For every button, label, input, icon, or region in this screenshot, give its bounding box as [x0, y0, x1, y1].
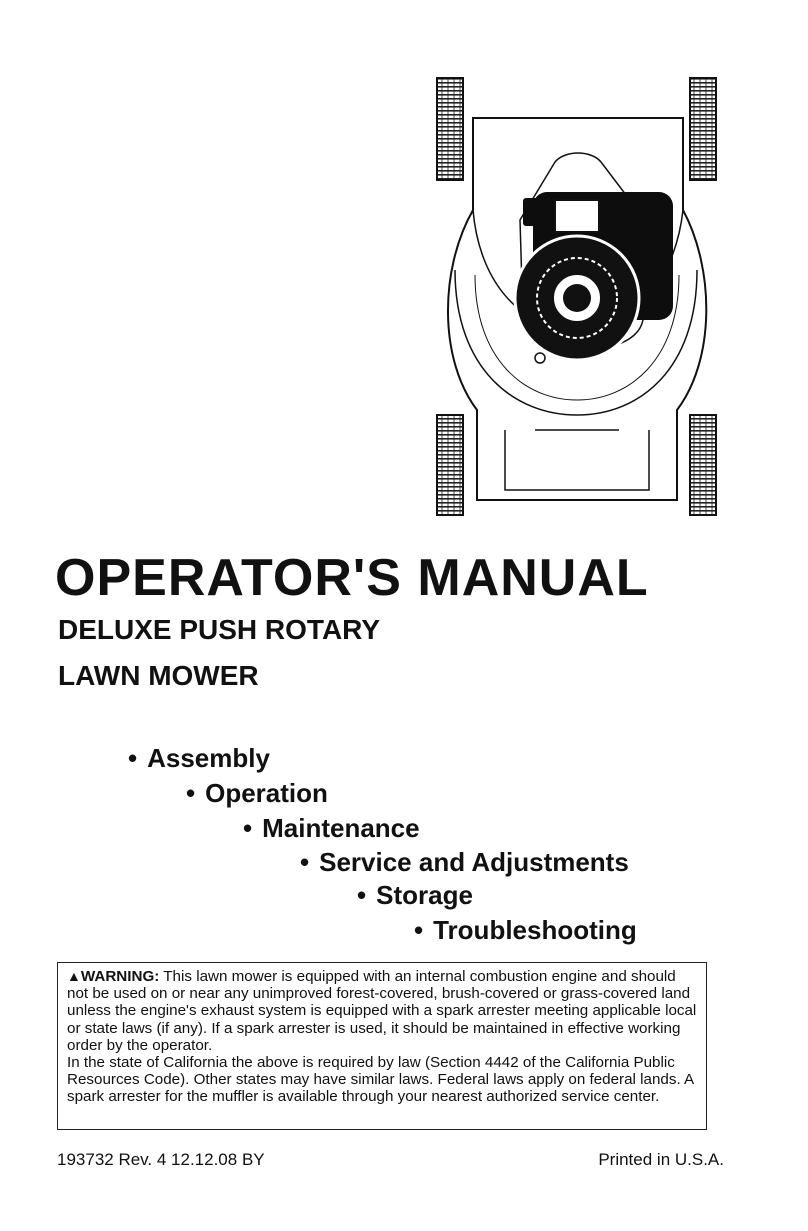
topic-label: Assembly — [147, 743, 270, 773]
warning-text-1: This lawn mower is equipped with an internal combustion engine and should not be used on or near any unimproved forest-covered, brush-covered or grass-covered land unless the engine's exhaust system is equipped with a spark arrester meeting applicable local or state laws (if any). If a spark arrester is used, it should be maintained in effective working order by the operator. — [67, 968, 697, 1054]
bullet-icon: • — [300, 847, 310, 877]
product-subtitle-line1: DELUXE PUSH ROTARY — [58, 614, 381, 645]
bullet-icon: • — [414, 915, 424, 945]
rear-left-wheel — [437, 415, 463, 515]
bullet-icon: • — [357, 880, 367, 910]
warning-triangle-icon: ▲ — [67, 968, 81, 984]
topic-label: Troubleshooting — [433, 915, 637, 945]
topic-item — [243, 813, 420, 844]
front-right-wheel — [690, 78, 716, 180]
bullet-icon: • — [243, 813, 253, 843]
warning-box — [57, 962, 707, 1130]
topic-item — [357, 880, 473, 911]
manual-title: OPERATOR'S MANUAL — [55, 549, 649, 607]
rear-right-wheel — [690, 415, 716, 515]
topic-item — [414, 915, 637, 946]
warning-paragraph-2: In the state of California the above is required by law (Section 4442 of the California Public Resources Code). Other states may have similar laws. Federal laws apply on federal lands. A spark arrester for the muffler is available through your nearest authorized service center. — [67, 1054, 694, 1106]
warning-paragraph-1 — [67, 968, 699, 1054]
topic-item — [186, 778, 328, 809]
document-number: 193732 Rev. 4 12.12.08 BY — [57, 1150, 265, 1169]
topic-label: Service and Adjustments — [319, 847, 629, 877]
topic-label: Operation — [205, 778, 328, 808]
topic-item — [128, 743, 270, 774]
lawn-mower-illustration — [415, 70, 735, 520]
product-subtitle-line2: LAWN MOWER — [58, 660, 259, 691]
warning-label: WARNING: — [80, 968, 160, 985]
front-left-wheel — [437, 78, 463, 180]
bullet-icon: • — [186, 778, 196, 808]
topic-item — [300, 847, 629, 878]
topic-label: Storage — [376, 880, 473, 910]
printed-in: Printed in U.S.A. — [598, 1150, 724, 1169]
bullet-icon: • — [128, 743, 138, 773]
topic-label: Maintenance — [262, 813, 420, 843]
